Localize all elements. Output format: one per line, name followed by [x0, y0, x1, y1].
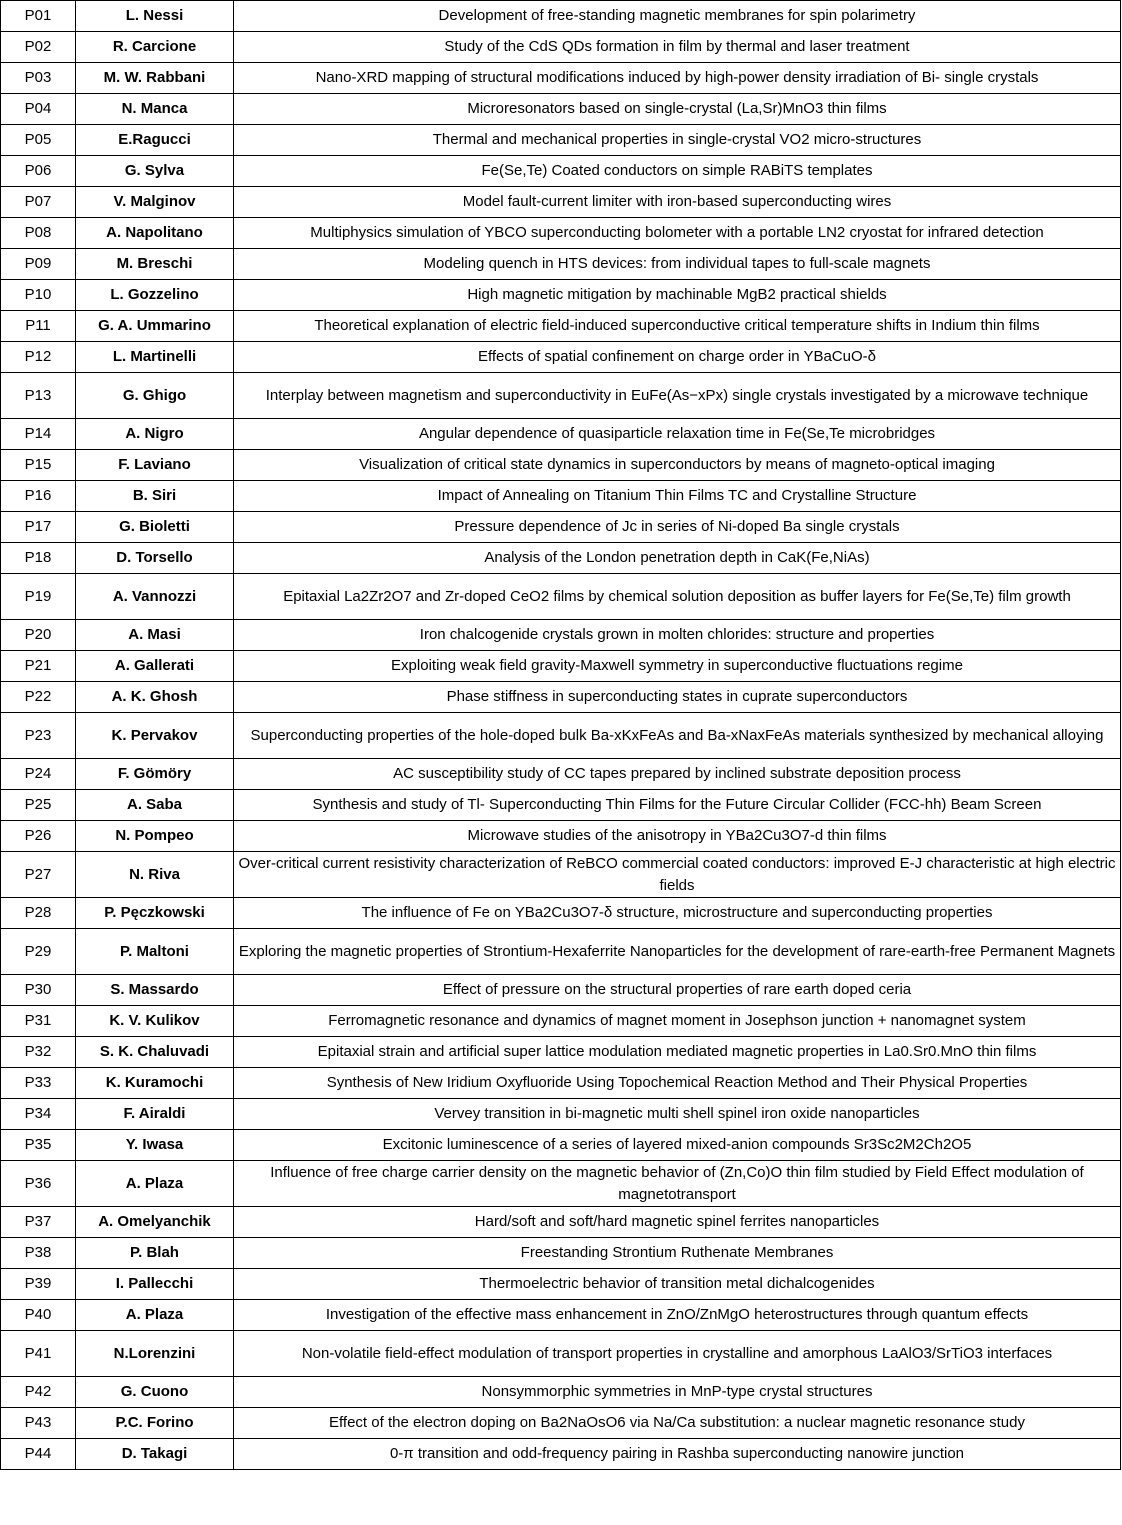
- table-row: [1, 1130, 1121, 1161]
- table-row: [1, 1377, 1121, 1408]
- table-row: [1, 1331, 1121, 1377]
- poster-title-cell: Impact of Annealing on Titanium Thin Films TC and Crystalline Structure: [234, 481, 1121, 512]
- poster-author-cell: P. Pęczkowski: [76, 898, 234, 929]
- poster-author-cell: R. Carcione: [76, 32, 234, 63]
- table-row: [1, 32, 1121, 63]
- poster-title-cell: Pressure dependence of Jc in series of Ni-doped Ba single crystals: [234, 512, 1121, 543]
- poster-id-cell: P08: [1, 218, 76, 249]
- table-row: [1, 682, 1121, 713]
- poster-table-body: [1, 1, 1121, 1470]
- poster-author-cell: F. Airaldi: [76, 1099, 234, 1130]
- table-row: [1, 821, 1121, 852]
- poster-id-cell: P06: [1, 156, 76, 187]
- poster-author-cell: K. Pervakov: [76, 713, 234, 759]
- poster-author-cell: A. Plaza: [76, 1300, 234, 1331]
- poster-author-cell: A. Napolitano: [76, 218, 234, 249]
- poster-title-cell: Exploiting weak field gravity-Maxwell symmetry in superconductive fluctuations regime: [234, 651, 1121, 682]
- table-row: [1, 63, 1121, 94]
- poster-id-cell: P17: [1, 512, 76, 543]
- poster-title-cell: Investigation of the effective mass enhancement in ZnO/ZnMgO heterostructures through quantum effects: [234, 1300, 1121, 1331]
- poster-author-cell: Y. Iwasa: [76, 1130, 234, 1161]
- poster-author-cell: A. Vannozzi: [76, 574, 234, 620]
- poster-id-cell: P40: [1, 1300, 76, 1331]
- poster-title-cell: Angular dependence of quasiparticle relaxation time in Fe(Se,Te microbridges: [234, 419, 1121, 450]
- table-row: [1, 1068, 1121, 1099]
- table-row: [1, 543, 1121, 574]
- table-row: [1, 187, 1121, 218]
- table-row: [1, 218, 1121, 249]
- poster-title-cell: Ferromagnetic resonance and dynamics of magnet moment in Josephson junction + nanomagnet system: [234, 1006, 1121, 1037]
- poster-title-cell: Theoretical explanation of electric field-induced superconductive critical temperature shifts in Indium thin films: [234, 311, 1121, 342]
- table-row: [1, 373, 1121, 419]
- poster-author-cell: P. Maltoni: [76, 929, 234, 975]
- poster-title-cell: Nonsymmorphic symmetries in MnP-type crystal structures: [234, 1377, 1121, 1408]
- poster-author-cell: A. Masi: [76, 620, 234, 651]
- poster-title-cell: Phase stiffness in superconducting states in cuprate superconductors: [234, 682, 1121, 713]
- poster-author-cell: E.Ragucci: [76, 125, 234, 156]
- poster-title-cell: Non-volatile field-effect modulation of transport properties in crystalline and amorphous LaAlO3/SrTiO3 interfaces: [234, 1331, 1121, 1377]
- table-row: [1, 651, 1121, 682]
- poster-author-cell: N.Lorenzini: [76, 1331, 234, 1377]
- poster-id-cell: P23: [1, 713, 76, 759]
- poster-author-cell: G. Ghigo: [76, 373, 234, 419]
- poster-title-cell: Effect of the electron doping on Ba2NaOsO6 via Na/Ca substitution: a nuclear magnetic resonance study: [234, 1408, 1121, 1439]
- table-row: [1, 1269, 1121, 1300]
- poster-title-cell: Epitaxial strain and artificial super lattice modulation mediated magnetic properties in La0.Sr0.MnO thin films: [234, 1037, 1121, 1068]
- poster-id-cell: P38: [1, 1238, 76, 1269]
- poster-title-cell: Superconducting properties of the hole-doped bulk Ba-xKxFeAs and Ba-xNaxFeAs materials synthesized by mechanical alloying: [234, 713, 1121, 759]
- poster-title-cell: The influence of Fe on YBa2Cu3O7-δ structure, microstructure and superconducting properties: [234, 898, 1121, 929]
- poster-title-cell: Effect of pressure on the structural properties of rare earth doped ceria: [234, 975, 1121, 1006]
- poster-id-cell: P24: [1, 759, 76, 790]
- poster-author-cell: A. K. Ghosh: [76, 682, 234, 713]
- poster-id-cell: P05: [1, 125, 76, 156]
- poster-author-cell: K. V. Kulikov: [76, 1006, 234, 1037]
- poster-author-cell: A. Saba: [76, 790, 234, 821]
- table-row: [1, 1099, 1121, 1130]
- table-row: [1, 1037, 1121, 1068]
- poster-id-cell: P42: [1, 1377, 76, 1408]
- poster-title-cell: Microresonators based on single-crystal (La,Sr)MnO3 thin films: [234, 94, 1121, 125]
- poster-author-cell: G. Bioletti: [76, 512, 234, 543]
- table-row: [1, 759, 1121, 790]
- poster-id-cell: P36: [1, 1161, 76, 1207]
- poster-id-cell: P15: [1, 450, 76, 481]
- poster-title-cell: Development of free-standing magnetic membranes for spin polarimetry: [234, 1, 1121, 32]
- poster-id-cell: P25: [1, 790, 76, 821]
- poster-id-cell: P09: [1, 249, 76, 280]
- poster-author-cell: L. Nessi: [76, 1, 234, 32]
- table-row: [1, 929, 1121, 975]
- poster-title-cell: 0-π transition and odd-frequency pairing in Rashba superconducting nanowire junction: [234, 1439, 1121, 1470]
- table-row: [1, 574, 1121, 620]
- poster-title-cell: Over-critical current resistivity characterization of ReBCO commercial coated conductors: improved E-J characteristic at high electric fields: [234, 852, 1121, 898]
- poster-title-cell: AC susceptibility study of CC tapes prepared by inclined substrate deposition process: [234, 759, 1121, 790]
- poster-title-cell: Visualization of critical state dynamics in superconductors by means of magneto-optical imaging: [234, 450, 1121, 481]
- poster-author-cell: N. Riva: [76, 852, 234, 898]
- table-row: [1, 1, 1121, 32]
- table-row: [1, 1207, 1121, 1238]
- poster-author-cell: N. Pompeo: [76, 821, 234, 852]
- poster-id-cell: P14: [1, 419, 76, 450]
- poster-id-cell: P26: [1, 821, 76, 852]
- poster-id-cell: P33: [1, 1068, 76, 1099]
- poster-author-cell: D. Torsello: [76, 543, 234, 574]
- poster-author-cell: N. Manca: [76, 94, 234, 125]
- table-row: [1, 790, 1121, 821]
- poster-id-cell: P16: [1, 481, 76, 512]
- table-row: [1, 975, 1121, 1006]
- poster-title-cell: Excitonic luminescence of a series of layered mixed-anion compounds Sr3Sc2M2Ch2O5: [234, 1130, 1121, 1161]
- poster-author-cell: G. Sylva: [76, 156, 234, 187]
- poster-id-cell: P01: [1, 1, 76, 32]
- poster-id-cell: P41: [1, 1331, 76, 1377]
- poster-author-cell: L. Gozzelino: [76, 280, 234, 311]
- poster-id-cell: P43: [1, 1408, 76, 1439]
- table-row: [1, 481, 1121, 512]
- table-row: [1, 450, 1121, 481]
- poster-id-cell: P29: [1, 929, 76, 975]
- poster-title-cell: Iron chalcogenide crystals grown in molten chlorides: structure and properties: [234, 620, 1121, 651]
- poster-title-cell: Modeling quench in HTS devices: from individual tapes to full-scale magnets: [234, 249, 1121, 280]
- poster-author-cell: A. Plaza: [76, 1161, 234, 1207]
- poster-author-cell: G. A. Ummarino: [76, 311, 234, 342]
- table-row: [1, 713, 1121, 759]
- poster-title-cell: Thermoelectric behavior of transition metal dichalcogenides: [234, 1269, 1121, 1300]
- poster-id-cell: P21: [1, 651, 76, 682]
- poster-title-cell: Nano-XRD mapping of structural modifications induced by high-power density irradiation of Bi- single crystals: [234, 63, 1121, 94]
- table-row: [1, 852, 1121, 898]
- table-row: [1, 1161, 1121, 1207]
- table-row: [1, 1238, 1121, 1269]
- poster-title-cell: High magnetic mitigation by machinable MgB2 practical shields: [234, 280, 1121, 311]
- table-row: [1, 898, 1121, 929]
- poster-id-cell: P10: [1, 280, 76, 311]
- table-row: [1, 156, 1121, 187]
- poster-author-cell: L. Martinelli: [76, 342, 234, 373]
- poster-author-cell: F. Laviano: [76, 450, 234, 481]
- table-row: [1, 620, 1121, 651]
- poster-author-cell: S. Massardo: [76, 975, 234, 1006]
- poster-author-cell: K. Kuramochi: [76, 1068, 234, 1099]
- table-row: [1, 1439, 1121, 1470]
- poster-author-cell: P.C. Forino: [76, 1408, 234, 1439]
- table-row: [1, 342, 1121, 373]
- table-row: [1, 1408, 1121, 1439]
- poster-title-cell: Freestanding Strontium Ruthenate Membranes: [234, 1238, 1121, 1269]
- poster-id-cell: P22: [1, 682, 76, 713]
- poster-author-cell: M. W. Rabbani: [76, 63, 234, 94]
- poster-title-cell: Multiphysics simulation of YBCO superconducting bolometer with a portable LN2 cryostat for infrared detection: [234, 218, 1121, 249]
- poster-author-cell: A. Omelyanchik: [76, 1207, 234, 1238]
- poster-title-cell: Study of the CdS QDs formation in film by thermal and laser treatment: [234, 32, 1121, 63]
- poster-id-cell: P28: [1, 898, 76, 929]
- poster-author-cell: P. Blah: [76, 1238, 234, 1269]
- poster-id-cell: P30: [1, 975, 76, 1006]
- poster-author-cell: M. Breschi: [76, 249, 234, 280]
- poster-title-cell: Synthesis of New Iridium Oxyfluoride Using Topochemical Reaction Method and Their Physical Properties: [234, 1068, 1121, 1099]
- poster-title-cell: Hard/soft and soft/hard magnetic spinel ferrites nanoparticles: [234, 1207, 1121, 1238]
- poster-title-cell: Vervey transition in bi-magnetic multi shell spinel iron oxide nanoparticles: [234, 1099, 1121, 1130]
- poster-title-cell: Model fault-current limiter with iron-based superconducting wires: [234, 187, 1121, 218]
- poster-title-cell: Analysis of the London penetration depth in CaK(Fe,NiAs): [234, 543, 1121, 574]
- poster-id-cell: P27: [1, 852, 76, 898]
- table-row: [1, 512, 1121, 543]
- poster-title-cell: Epitaxial La2Zr2O7 and Zr-doped CeO2 films by chemical solution deposition as buffer layers for Fe(Se,Te) film growth: [234, 574, 1121, 620]
- table-row: [1, 1300, 1121, 1331]
- table-row: [1, 311, 1121, 342]
- poster-title-cell: Influence of free charge carrier density on the magnetic behavior of (Zn,Co)O thin film studied by Field Effect modulation of magnetotransport: [234, 1161, 1121, 1207]
- poster-title-cell: Interplay between magnetism and superconductivity in EuFe(As−xPx) single crystals investigated by a microwave technique: [234, 373, 1121, 419]
- poster-author-cell: S. K. Chaluvadi: [76, 1037, 234, 1068]
- poster-id-cell: P31: [1, 1006, 76, 1037]
- poster-author-cell: A. Nigro: [76, 419, 234, 450]
- poster-id-cell: P12: [1, 342, 76, 373]
- poster-id-cell: P03: [1, 63, 76, 94]
- poster-id-cell: P20: [1, 620, 76, 651]
- poster-title-cell: Exploring the magnetic properties of Strontium-Hexaferrite Nanoparticles for the development of rare-earth-free Permanent Magnets: [234, 929, 1121, 975]
- poster-id-cell: P18: [1, 543, 76, 574]
- poster-author-cell: A. Gallerati: [76, 651, 234, 682]
- poster-title-cell: Effects of spatial confinement on charge order in YBaCuO-δ: [234, 342, 1121, 373]
- poster-title-cell: Microwave studies of the anisotropy in YBa2Cu3O7-d thin films: [234, 821, 1121, 852]
- poster-id-cell: P32: [1, 1037, 76, 1068]
- poster-id-cell: P04: [1, 94, 76, 125]
- table-row: [1, 249, 1121, 280]
- poster-author-cell: I. Pallecchi: [76, 1269, 234, 1300]
- poster-author-cell: V. Malginov: [76, 187, 234, 218]
- poster-id-cell: P37: [1, 1207, 76, 1238]
- poster-id-cell: P02: [1, 32, 76, 63]
- poster-id-cell: P19: [1, 574, 76, 620]
- poster-author-cell: D. Takagi: [76, 1439, 234, 1470]
- table-row: [1, 94, 1121, 125]
- table-row: [1, 1006, 1121, 1037]
- poster-id-cell: P13: [1, 373, 76, 419]
- poster-author-cell: B. Siri: [76, 481, 234, 512]
- table-row: [1, 419, 1121, 450]
- poster-author-cell: G. Cuono: [76, 1377, 234, 1408]
- poster-id-cell: P07: [1, 187, 76, 218]
- poster-title-cell: Synthesis and study of Tl- Superconducting Thin Films for the Future Circular Collider (FCC-hh) Beam Screen: [234, 790, 1121, 821]
- poster-id-cell: P34: [1, 1099, 76, 1130]
- poster-id-cell: P39: [1, 1269, 76, 1300]
- table-row: [1, 125, 1121, 156]
- poster-id-cell: P35: [1, 1130, 76, 1161]
- poster-author-cell: F. Gömöry: [76, 759, 234, 790]
- poster-id-cell: P44: [1, 1439, 76, 1470]
- table-row: [1, 280, 1121, 311]
- poster-title-cell: Thermal and mechanical properties in single-crystal VO2 micro-structures: [234, 125, 1121, 156]
- poster-id-cell: P11: [1, 311, 76, 342]
- poster-title-cell: Fe(Se,Te) Coated conductors on simple RABiTS templates: [234, 156, 1121, 187]
